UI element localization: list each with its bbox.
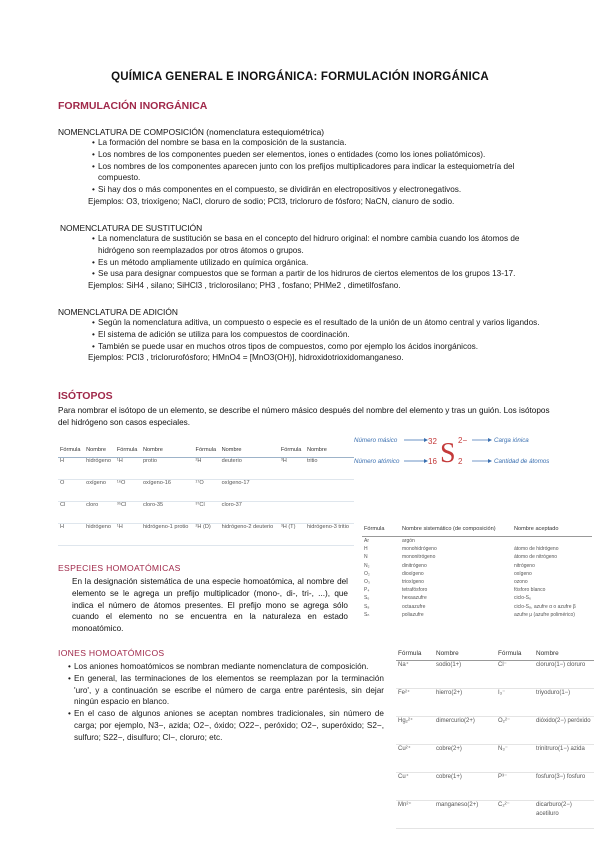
column-header: Fórmula	[362, 526, 400, 537]
table-header-row	[58, 447, 354, 458]
label-atom-count: Cantidad de átomos	[494, 458, 550, 465]
homoatomic-species-table	[362, 526, 592, 619]
bullet-icon: •	[68, 662, 71, 671]
list-item: • Los aniones homoatómicos se nombran mediante nomenclatura de composición.	[68, 662, 369, 671]
table-row: P₄ tetrafósforo fósforo blanco	[364, 587, 546, 594]
label-atomic-number: Número atómico	[354, 458, 400, 465]
bullet-icon: •	[68, 673, 71, 683]
list-item: • Se usa para designar compuestos que se forman a partir de los hidruros de ciertos elementos de los grupos 13-17.	[92, 269, 516, 279]
column-header: Fórmula	[115, 447, 141, 458]
bullet-icon: •	[92, 185, 95, 195]
table-row: H monohidrógeno átomo de hidrógeno	[364, 546, 559, 553]
column-header: Fórmula	[279, 447, 305, 458]
bullet-icon: •	[92, 138, 95, 147]
notation-svg	[352, 428, 592, 474]
mass-number: 32	[428, 437, 437, 446]
atomic-number: 16	[428, 457, 437, 466]
list-iones	[58, 661, 384, 744]
list-item: • El sistema de adición se utiliza para los compuestos de coordinación.	[92, 329, 350, 339]
list-composicion	[82, 137, 558, 196]
bullet-icon: •	[92, 341, 95, 351]
list-adicion	[82, 317, 558, 352]
table-header-row	[362, 526, 592, 537]
atom-count: 2	[458, 457, 463, 466]
bullet-icon: •	[92, 161, 95, 171]
list-item: • Es un método ampliamente utilizado en química orgánica.	[92, 257, 309, 267]
table-header-row	[396, 650, 594, 661]
column-header: Nombre aceptado	[512, 526, 592, 537]
list-item: • En general, las terminaciones de los elementos se reemplazan por la terminación 'uro', y a continuación se escribe el número de carga entre paréntesis, sin dejar ningún espacio en blanco.	[68, 673, 384, 707]
table-row: O₃ trioxígeno ozono	[364, 579, 528, 586]
column-header: Nombre	[220, 447, 279, 458]
bullet-icon: •	[92, 318, 95, 327]
subheading-adicion: NOMENCLATURA DE ADICIÓN	[58, 307, 178, 317]
homoatomicas-text: En la designación sistemática de una especie homoatómica, al nombre del elemento se le agrega un prefijo multiplicador (mono-, di-, tri-, ...), que indica el número de átomos presentes. El prefijo mono se agrega sólo cuando el elemento no se encuentra en la naturaleza en estado monoatómico.	[72, 577, 348, 634]
table-row: Hg₂²⁺ dimercurio(2+) O₂²⁻ dióxido(2−) peróxido	[396, 717, 594, 745]
list-item: • En el caso de algunos aniones se aceptan nombres tradicionales, sin número de carga; por ejemplo, N3−, azida; O2−, óxido; O22−, peróxido; O2−, superóxido; S2−, sulfuro; S22−, disulfuro; Cl−, cloruro; etc.	[68, 709, 384, 742]
table-row: Cu²⁺ cobre(2+) N₃⁻ trinitruro(1−) azida	[396, 745, 594, 773]
label-mass-number: Número másico	[354, 437, 398, 444]
subheading-composicion: NOMENCLATURA DE COMPOSICIÓN (nomenclatura estequiométrica)	[58, 127, 325, 137]
table-row: Cu⁺ cobre(1+) P³⁻ fosfuro(3−) fosfuro	[396, 773, 594, 801]
table-row: O₂ dioxígeno oxígeno	[364, 570, 532, 577]
table-row: O oxígeno ¹⁶O oxígeno-16 ¹⁷O oxígeno-17	[58, 480, 354, 502]
arrow-charge-icon	[488, 438, 492, 442]
list-item: • Si hay dos o más componentes en el compuesto, se dividirán en electropositivos y electronegativos.	[92, 185, 462, 195]
section-heading-homoatomicas: ESPECIES HOMOATÓMICAS	[58, 563, 181, 573]
example-composicion: Ejemplos: O3, trioxígeno; NaCl, cloruro de sodio; PCl3, tricloruro de fósforo; NaCN, cianuro de sodio.	[88, 196, 455, 206]
ion-charge: 2−	[458, 436, 468, 445]
list-item: • Los nombres de los componentes aparecen junto con los prefijos multiplicadores para indicar la estequiometría del compuesto.	[92, 161, 515, 183]
example-adicion: Ejemplos: PCl3 , triclorurofósforo; HMnO4 = [MnO3(OH)], hidroxidotrioxidomanganeso.	[88, 353, 404, 363]
column-header: Nombre	[84, 447, 115, 458]
isotopes-table	[58, 447, 354, 546]
column-header: Nombre	[534, 650, 594, 661]
homoatomic-ions-table	[396, 650, 594, 829]
bullet-icon: •	[92, 269, 95, 279]
bullet-icon: •	[92, 257, 95, 267]
table-row: H hidrógeno ¹H protio ²H deuterio ³H tritio	[58, 458, 354, 480]
subheading-sustitucion: NOMENCLATURA DE SUSTITUCIÓN	[60, 223, 203, 233]
table-row: Mn²⁺ manganeso(2+) C₂²⁻ dicarburo(2−) acetiluro	[396, 801, 594, 829]
block-adicion	[58, 307, 558, 364]
column-header: Fórmula	[58, 447, 84, 458]
list-item: • La formación del nombre se basa en la composición de la sustancia.	[92, 138, 347, 147]
example-sustitucion: Ejemplos: SiH4 , silano; SiHCl3 , triclorosilano; PH3 , fosfano; PHMe2 , dimetilfosfano.	[88, 281, 401, 291]
section-heading-isotopos: ISÓTOPOS	[58, 390, 113, 402]
table-row: Fe²⁺ hierro(2+) I₃⁻ triyoduro(1−)	[396, 689, 594, 717]
isotope-notation-diagram	[352, 428, 592, 474]
list-sustitucion	[82, 233, 558, 280]
table-row: S₈ octaazufre ciclo-S₈, azufre α o azufre β	[364, 603, 576, 610]
column-header: Fórmula	[194, 447, 220, 458]
table-row: S₆ hexaazufre ciclo-S₆	[364, 595, 532, 602]
column-header: Nombre	[141, 447, 194, 458]
table-row: Cl cloro ³⁵Cl cloro-35 ³⁷Cl cloro-37	[58, 502, 354, 524]
list-item: • Según la nomenclatura aditiva, un compuesto o especie es el resultado de la unión de un átomo central y varios ligandos.	[92, 318, 540, 327]
element-symbol: S	[440, 438, 456, 469]
block-sustitucion	[60, 223, 558, 292]
bullet-icon: •	[92, 149, 95, 159]
column-header: Nombre sistemático (de composición)	[400, 526, 512, 537]
table-row: H hidrógeno ¹H hidrógeno-1 protio ²H (D) hidrógeno-2 deuterio ³H (T) hidrógeno-3 tritio	[58, 524, 354, 546]
bullet-icon: •	[68, 709, 71, 719]
table-row: Sₙ poliazufre azufre μ (azufre polimérico)	[364, 611, 575, 618]
column-header: Fórmula	[496, 650, 534, 661]
list-item: • Los nombres de los componentes pueden ser elementos, iones o entidades (como los iones poliatómicos).	[92, 149, 486, 159]
column-header: Nombre	[434, 650, 496, 661]
bullet-icon: •	[92, 234, 95, 243]
table-row: Ar argón	[364, 538, 415, 544]
table-row: N mononitrógeno átomo de nitrógeno	[364, 554, 558, 561]
list-item: • También se puede usar en muchos otros tipos de compuestos, como por ejemplo los ácidos inorgánicos.	[92, 341, 479, 351]
table-row: Na⁺ sodio(1+) Cl⁻ cloruro(1−) cloruro	[396, 661, 594, 689]
block-composicion	[58, 127, 558, 208]
section-heading-iones: IONES HOMOATÓMICOS	[58, 648, 165, 658]
isotopos-text: Para nombrar el isótopo de un elemento, se describe el número másico después del nombre del elemento y tras un guión. Los isótopos del hidrógeno son casos especiales.	[58, 406, 550, 427]
page-title: QUÍMICA GENERAL E INORGÁNICA: FORMULACIÓN INORGÁNICA	[111, 71, 489, 83]
column-header: Nombre	[305, 447, 354, 458]
list-item: • La nomenclatura de sustitución se basa en el concepto del hidruro original: el nombre cambia cuando los átomos de hidrógeno son reemplazados por otros átomos o grupos.	[92, 234, 520, 255]
bullet-icon: •	[92, 329, 95, 339]
table-row: N₂ dinitrógeno nitrógeno	[364, 562, 535, 569]
column-header: Fórmula	[396, 650, 434, 661]
label-ion-charge: Carga iónica	[494, 437, 529, 444]
arrow-count-icon	[488, 459, 492, 463]
section-heading-formulacion: FORMULACIÓN INORGÁNICA	[58, 100, 208, 112]
